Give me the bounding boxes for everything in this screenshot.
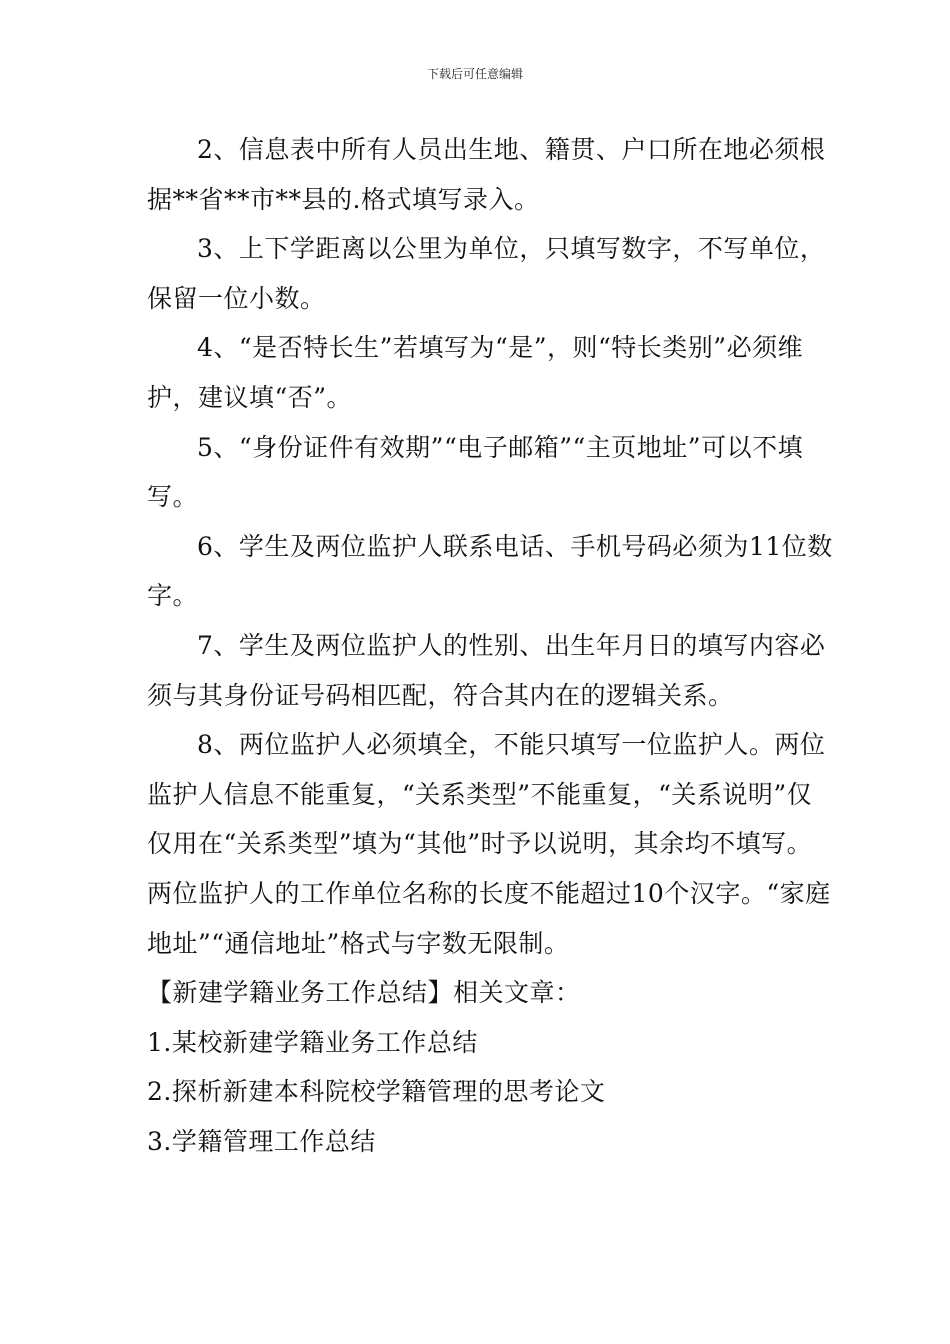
related-article-link-3[interactable]: 3.学籍管理工作总结 [147,1126,376,1156]
paragraph-item-8: 8、两位监护人必须填全，不能只填写一位监护人。两位监护人信息不能重复，“关系类型”不能重复，“关系说明”仅仅用在“关系类型”填为“其他”时予以说明，其余均不填写。两位监护人的工作单位名称的长度不能超过10个汉字。“家庭地址”“通信地址”格式与字数无限制。 [147,730,831,958]
paragraph-item-3: 3、上下学距离以公里为单位，只填写数字，不写单位，保留一位小数。 [147,234,826,313]
paragraph-item-6: 6、学生及两位监护人联系电话、手机号码必须为11位数字。 [147,531,833,611]
document-body [147,125,837,1166]
paragraph-item-4: 4、“是否特长生”若填写为“是”，则“特长类别”必须维护，建议填“否”。 [147,333,804,412]
paragraph-item-7: 7、学生及两位监护人的性别、出生年月日的填写内容必须与其身份证号码相匹配，符合其内在的逻辑关系。 [147,630,826,710]
related-article-link-2[interactable]: 2.探析新建本科院校学籍管理的思考论文 [147,1077,606,1107]
related-article-link-1[interactable]: 1.某校新建学籍业务工作总结 [147,1027,478,1057]
paragraph-item-2: 2、信息表中所有人员出生地、籍贯、户口所在地必须根据**省**市**县的.格式填写录入。 [147,135,826,214]
related-articles-heading: 【新建学籍业务工作总结】相关文章： [147,978,581,1008]
page-header-note: 下载后可任意编辑 [426,67,523,81]
paragraph-item-5: 5、“身份证件有效期”“电子邮箱”“主页地址”可以不填写。 [147,432,804,512]
